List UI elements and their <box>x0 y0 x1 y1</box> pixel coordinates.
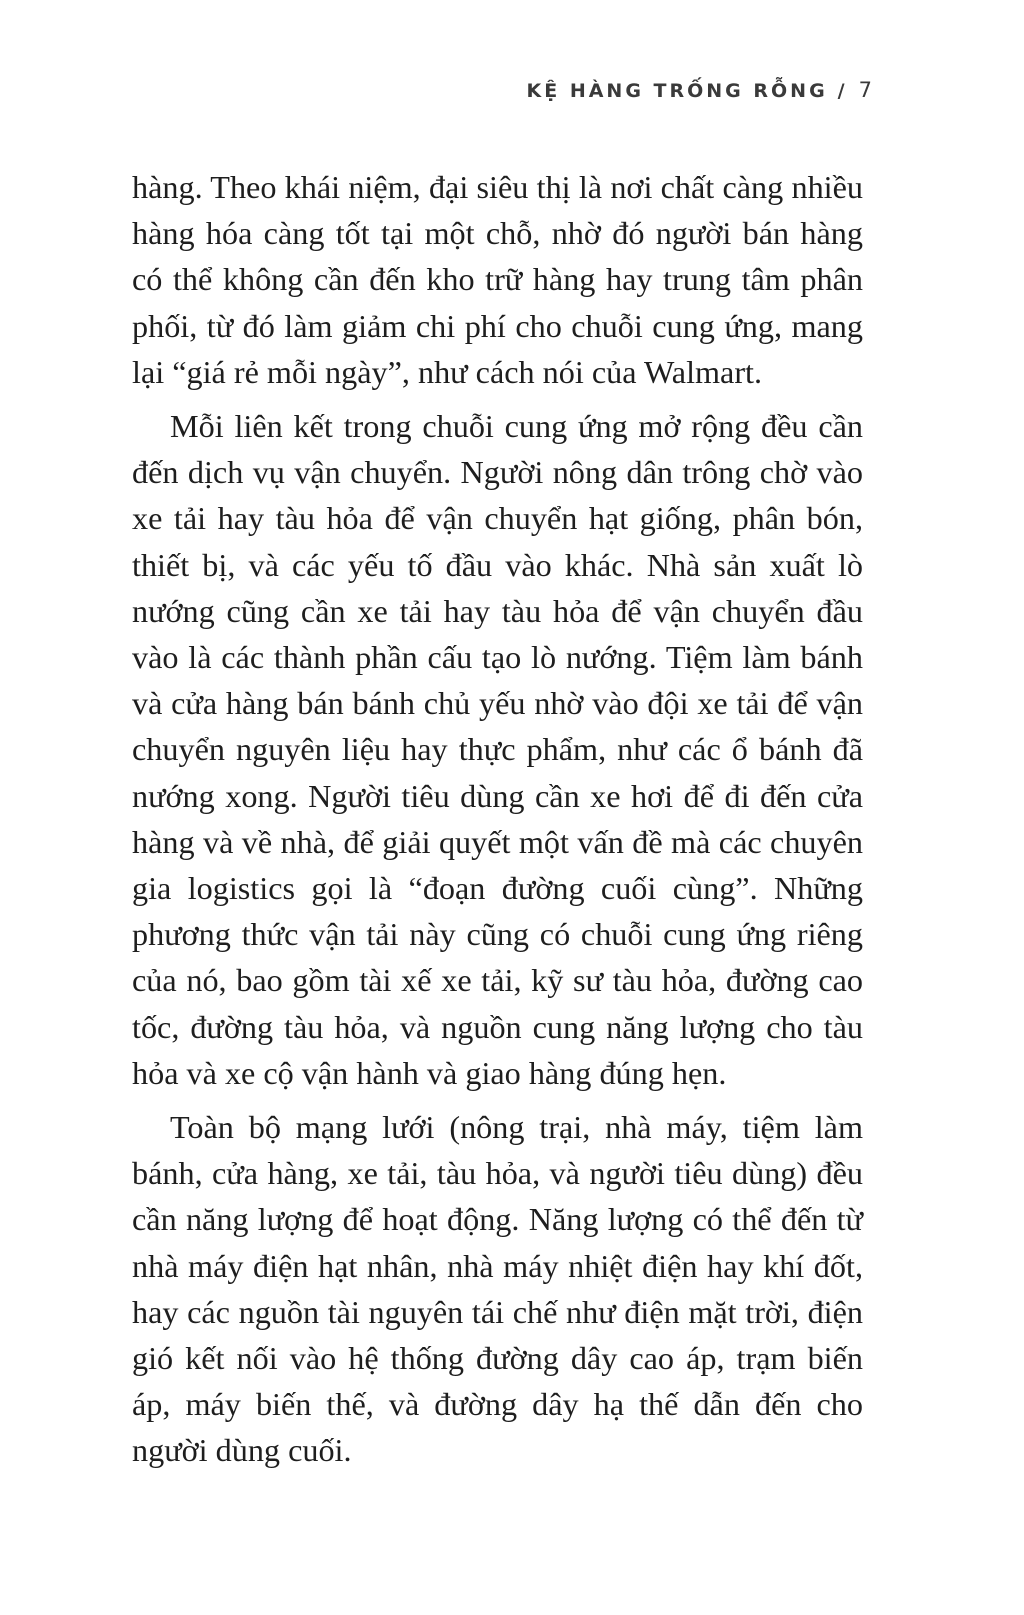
paragraph-energy: Toàn bộ mạng lưới (nông trại, nhà máy, tiệm làm bánh, cửa hàng, xe tải, tàu hỏa, và người tiêu dùng) đều cần năng lượng để hoạt động. Năng lượng có thể đến từ nhà máy điện hạt nhân, nhà máy nhiệt điện hay khí đốt, hay các nguồn tài nguyên tái chế như điện mặt trời, điện gió kết nối vào hệ thống đường dây cao áp, trạm biến áp, máy biến thế, và đường dây hạ thế dẫn đến cho người dùng cuối. <box>132 1109 863 1469</box>
running-header-separator: / <box>837 80 845 102</box>
running-header-title: KỆ HÀNG TRỐNG RỖNG <box>526 80 828 102</box>
page-number: 7 <box>858 78 872 102</box>
body-text <box>132 164 863 1482</box>
paragraph-continuation: hàng. Theo khái niệm, đại siêu thị là nơi chất càng nhiều hàng hóa càng tốt tại một chỗ, nhờ đó người bán hàng có thể không cần đến kho trữ hàng hay trung tâm phân phối, từ đó làm giảm chi phí cho chuỗi cung ứng, mang lại “giá rẻ mỗi ngày”, như cách nói của Walmart. <box>132 169 863 390</box>
paragraph-transport: Mỗi liên kết trong chuỗi cung ứng mở rộng đều cần đến dịch vụ vận chuyển. Người nông dân trông chờ vào xe tải hay tàu hỏa để vận chuyển hạt giống, phân bón, thiết bị, và các yếu tố đầu vào khác. Nhà sản xuất lò nướng cũng cần xe tải hay tàu hỏa để vận chuyển đầu vào là các thành phần cấu tạo lò nướng. Tiệm làm bánh và cửa hàng bán bánh chủ yếu nhờ vào đội xe tải để vận chuyển nguyên liệu hay thực phẩm, như các ổ bánh đã nướng xong. Người tiêu dùng cần xe hơi để đi đến cửa hàng và về nhà, để giải quyết một vấn đề mà các chuyên gia logistics gọi là “đoạn đường cuối cùng”. Những phương thức vận tải này cũng có chuỗi cung ứng riêng của nó, bao gồm tài xế xe tải, kỹ sư tàu hỏa, đường cao tốc, đường tàu hỏa, và nguồn cung năng lượng cho tàu hỏa và xe cộ vận hành và giao hàng đúng hẹn. <box>132 408 863 1091</box>
running-header <box>527 78 873 102</box>
